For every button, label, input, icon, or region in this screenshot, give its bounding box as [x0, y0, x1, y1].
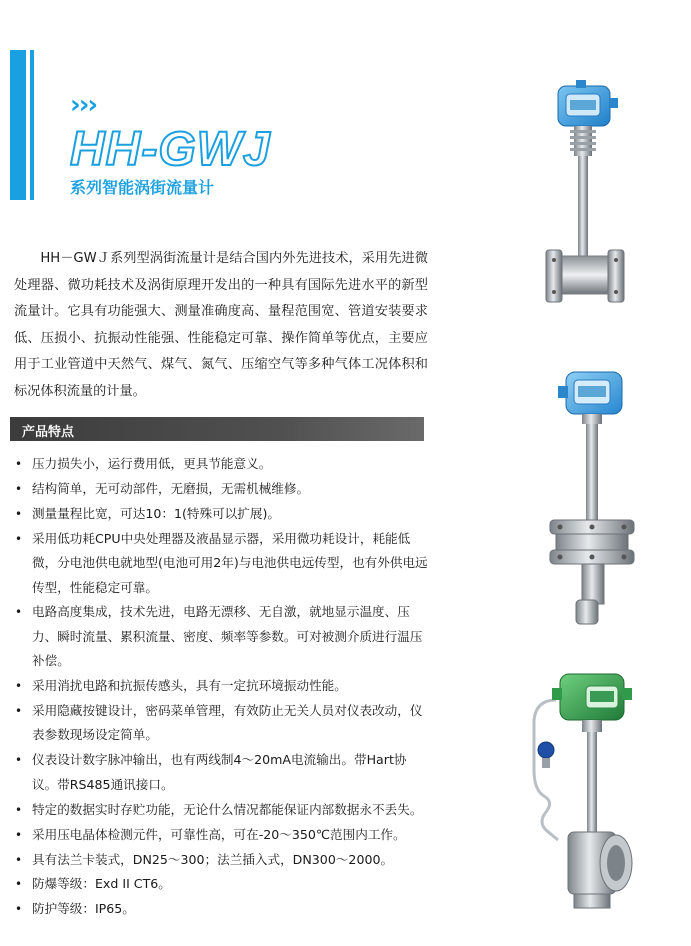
feature-item: • 防护等级：IP65。 [12, 897, 430, 921]
intro-paragraph: HH－GWＪ系列型涡街流量计是结合国内外先进技术，采用先进微处理器、微功耗技术及涡街原理开发出的一种具有国际先进水平的新型流量计。它具有功能强大、测量准确度高、量程范围宽、管道安装要求低、压损小、抗振动性能强、性能稳定可靠、操作简单等优点，主要应用于工业管道中天然气、煤气、氮气、压缩空气等多种气体工况体积和标况体积流量的计量。 [14, 251, 428, 399]
accent-bar-thin [30, 50, 34, 200]
feature-item: • 采用消扰电路和抗振传感头，具有一定抗环境振动性能。 [12, 674, 430, 698]
page-subtitle: 系列智能涡街流量计 [70, 178, 215, 197]
bullet-icon: • [15, 827, 23, 842]
feature-list [12, 452, 430, 922]
bullet-icon: • [15, 481, 23, 496]
bullet-icon: • [15, 679, 23, 694]
bullet-icon: • [15, 852, 23, 867]
chevrons-icon: ››› [70, 90, 97, 120]
feature-item: • 压力损失小，运行费用低，更具节能意义。 [12, 452, 430, 476]
feature-item: • 具有法兰卡装式，DN25～300；法兰插入式，DN300～2000。 [12, 848, 430, 872]
bullet-icon: • [15, 506, 23, 521]
flowmeter-wafer-blue-icon [538, 368, 638, 633]
feature-item: • 电路高度集成，技术先进，电路无漂移、无自激，就地显示温度、压力、瞬时流量、累积流量、密度、频率等参数。可对被测介质进行温压补偿。 [12, 600, 430, 673]
feature-item: • 结构简单，无可动部件，无磨损，无需机械维修。 [12, 477, 430, 501]
feature-item: • 采用低功耗CPU中央处理器及液晶显示器，采用微功耗设计，耗能低微，分电池供电就地型(电池可用2年)与电池供电远传型，也有外供电远传型，性能稳定可靠。 [12, 527, 430, 600]
feature-item: • 仪表设计数字脉冲输出，也有两线制4～20mA电流输出。带Hart协议。带RS485通讯接口。 [12, 748, 430, 797]
section-title: 产品特点 [22, 425, 75, 440]
bullet-icon: • [15, 457, 23, 471]
accent-bar [10, 50, 26, 200]
section-header [10, 417, 424, 441]
feature-item: • 采用隐藏按键设计，密码菜单管理，有效防止无关人员对仪表改动，仪表参数现场设定简单。 [12, 699, 430, 748]
feature-item: • 特定的数据实时存贮功能，无论什么情况都能保证内部数据永不丢失。 [12, 798, 430, 822]
bullet-icon: • [15, 704, 23, 719]
feature-item: • 防爆等级：Exd II CT6。 [12, 872, 430, 896]
bullet-icon: • [15, 802, 23, 817]
flowmeter-flanged-blue-icon [540, 78, 650, 328]
flowmeter-green-impulse-icon [516, 660, 666, 920]
feature-item: • 测量量程比宽，可达10：1(特殊可以扩展)。 [12, 502, 430, 526]
model-title: HH-GWJ [70, 123, 271, 176]
feature-item: • 采用压电晶体检测元件，可靠性高，可在-20～350℃范围内工作。 [12, 823, 430, 847]
bullet-icon: • [15, 753, 23, 768]
bullet-icon: • [15, 877, 23, 892]
bullet-icon: • [15, 531, 23, 546]
bullet-icon: • [15, 605, 23, 620]
bullet-icon: • [15, 902, 23, 917]
